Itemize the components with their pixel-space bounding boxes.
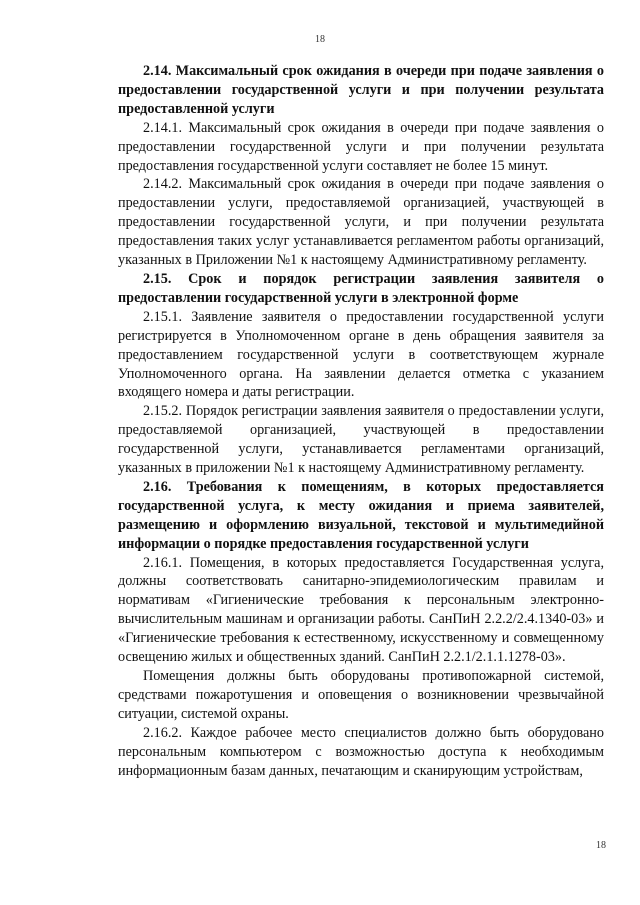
- page-number-top: 18: [315, 34, 325, 45]
- paragraph-2-16-2: 2.16.2. Каждое рабочее место специалистов должно быть оборудовано персональным компьютером с возможностью доступа к необходимым информационным базам данных, печатающим и сканирующим устройствам,: [118, 724, 604, 779]
- paragraph-2-15-2: 2.15.2. Порядок регистрации заявления заявителя о предоставлении услуги, предоставляемой организацией, участвующей в предоставлении государственной услуги, устанавливается регламентами организаций, указанных в приложении №1 к настоящему Административному регламенту.: [118, 403, 604, 477]
- paragraph-2-14-1: 2.14.1. Максимальный срок ожидания в очереди при подаче заявления о предоставлении государственной услуги и при получении результата предоставления государственной услуги составляет не более 15 минут.: [118, 119, 604, 174]
- paragraph-2-16-1: 2.16.1. Помещения, в которых предоставляется Государственная услуга, должны соответствовать санитарно-эпидемиологическим правилам и нормативам «Гигиенические требования к персональным электронно-вычислительным машинам и организации работы. СанПиН 2.2.2/2.4.1340-03» и «Гигиенические требования к естественному, искусственному и совмещенному освещению жилых и общественных зданий. СанПиН 2.2.1/2.1.1.1278-03».: [118, 554, 604, 666]
- section-heading-2-15: 2.15. Срок и порядок регистрации заявления заявителя о предоставлении государственной услуги в электронной форме: [118, 270, 604, 306]
- paragraph-2-15-1: 2.15.1. Заявление заявителя о предоставлении государственной услуги регистрируется в Уполномоченном органе в день обращения заявителя за предоставлением государственной услуги в соответствующем журнале Уполномоченного органа. На заявлении делается отметка с указанием входящего номера и даты регистрации.: [118, 308, 604, 401]
- paragraph-premises-equipment: Помещения должны быть оборудованы противопожарной системой, средствами пожаротушения и оповещения о возникновении чрезвычайной ситуации, системой охраны.: [118, 668, 604, 722]
- paragraph-2-14-2: 2.14.2. Максимальный срок ожидания в очереди при подаче заявления о предоставлении услуги, предоставляемой организацией, участвующей в предоставлении государственной услуги, и при получении результата предоставления таких услуг устанавливается регламентом работы организаций, указанных в Приложении №1 к настоящему Административному регламенту.: [118, 176, 604, 269]
- section-heading-2-14: 2.14. Максимальный срок ожидания в очереди при подаче заявления о предоставлении государственной услуги и при получении результата предоставленной услуги: [118, 63, 604, 117]
- document-body: [118, 62, 604, 780]
- section-heading-2-16: 2.16. Требования к помещениям, в которых предоставляется государственной услуга, к месту ожидания и приема заявителей, размещению и оформлению визуальной, текстовой и мультимедийной информации о порядке предоставления государственной услуги: [118, 478, 604, 552]
- page-number-bottom: 18: [596, 840, 606, 851]
